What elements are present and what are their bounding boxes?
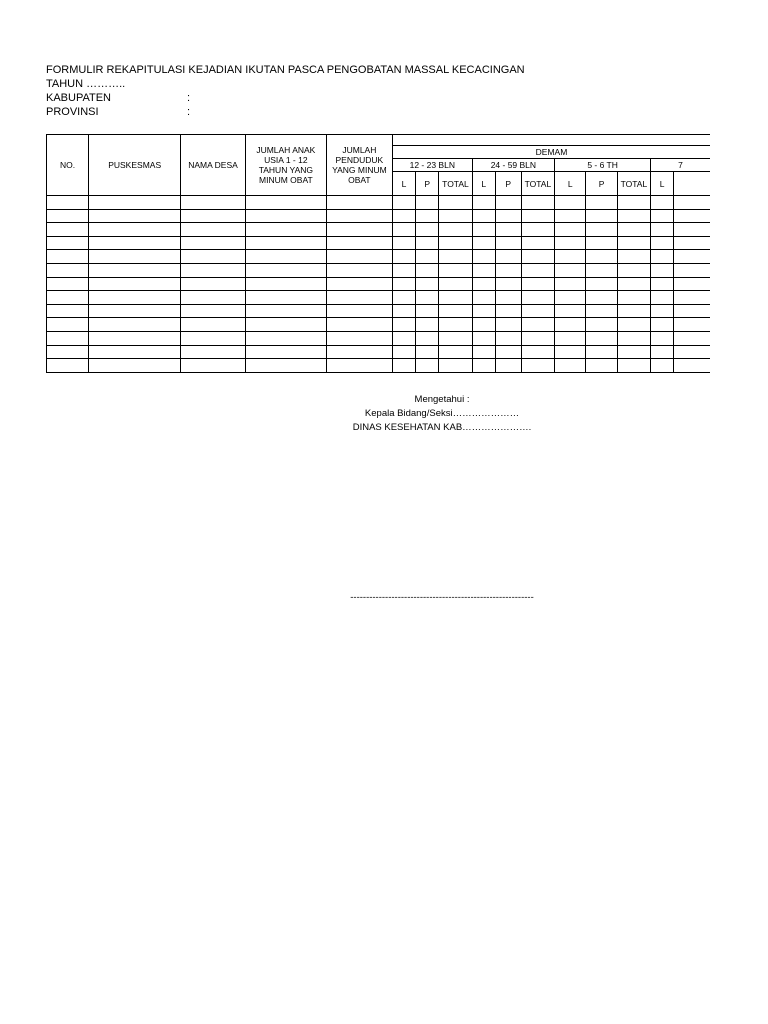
table-cell[interactable] (472, 223, 495, 237)
table-cell[interactable] (555, 359, 586, 373)
table-cell[interactable] (617, 236, 650, 250)
table-cell[interactable] (89, 263, 181, 277)
table-cell[interactable] (89, 331, 181, 345)
table-cell[interactable] (674, 318, 710, 332)
table-cell[interactable] (245, 250, 326, 264)
table-row (47, 236, 711, 250)
kabupaten-label: KABUPATEN (46, 92, 111, 104)
table-cell[interactable] (47, 263, 89, 277)
table-cell[interactable] (245, 209, 326, 223)
table-cell[interactable] (89, 318, 181, 332)
table-cell[interactable] (651, 359, 674, 373)
kabupaten-separator: : (187, 92, 191, 104)
table-cell[interactable] (521, 196, 554, 210)
table-body (47, 196, 711, 373)
table-cell[interactable] (674, 345, 710, 359)
table-cell[interactable] (674, 196, 710, 210)
table-cell[interactable] (245, 345, 326, 359)
table-cell[interactable] (617, 304, 650, 318)
table-cell[interactable] (326, 196, 392, 210)
table-row (47, 263, 711, 277)
table-cell[interactable] (245, 291, 326, 305)
table-cell[interactable] (245, 196, 326, 210)
header-l: L (472, 172, 495, 196)
table-cell[interactable] (521, 223, 554, 237)
table-cell[interactable] (416, 223, 439, 237)
header-l: L (555, 172, 586, 196)
table-cell[interactable] (472, 250, 495, 264)
table-cell[interactable] (47, 277, 89, 291)
table-cell[interactable] (326, 291, 392, 305)
table-cell[interactable] (472, 304, 495, 318)
table-cell[interactable] (617, 277, 650, 291)
table-cell[interactable] (617, 263, 650, 277)
table-cell[interactable] (439, 359, 472, 373)
table-cell[interactable] (555, 223, 586, 237)
table-row (47, 359, 711, 373)
table-cell[interactable] (416, 331, 439, 345)
table-cell[interactable] (586, 331, 617, 345)
table-cell[interactable] (555, 263, 586, 277)
header-l: L (651, 172, 674, 196)
table-cell[interactable] (245, 236, 326, 250)
table-cell[interactable] (181, 263, 246, 277)
dinas-kesehatan-label: DINAS KESEHATAN KAB…………………. (352, 422, 532, 433)
table-cell[interactable] (651, 223, 674, 237)
table-cell[interactable] (495, 209, 521, 223)
table-cell[interactable] (392, 209, 415, 223)
table-cell[interactable] (439, 209, 472, 223)
provinsi-separator: : (187, 106, 191, 118)
table-cell[interactable] (89, 291, 181, 305)
table-cell[interactable] (89, 359, 181, 373)
table-cell[interactable] (617, 318, 650, 332)
table-cell[interactable] (617, 209, 650, 223)
table-cell[interactable] (439, 236, 472, 250)
table-cell[interactable] (245, 318, 326, 332)
header-demam: DEMAM (392, 146, 710, 159)
table-cell[interactable] (439, 250, 472, 264)
table-cell[interactable] (674, 209, 710, 223)
table-cell[interactable] (47, 223, 89, 237)
table-cell[interactable] (416, 318, 439, 332)
table-cell[interactable] (495, 277, 521, 291)
header-blank-band (392, 135, 710, 146)
table-cell[interactable] (416, 291, 439, 305)
header-puskesmas: PUSKESMAS (89, 135, 181, 196)
table-cell[interactable] (555, 318, 586, 332)
table-cell[interactable] (47, 331, 89, 345)
table-cell[interactable] (521, 304, 554, 318)
table-row (47, 331, 711, 345)
table-cell[interactable] (181, 236, 246, 250)
table-cell[interactable] (521, 318, 554, 332)
table-cell[interactable] (555, 196, 586, 210)
table-cell[interactable] (416, 196, 439, 210)
table-cell[interactable] (326, 359, 392, 373)
table-cell[interactable] (416, 263, 439, 277)
table-cell[interactable] (181, 359, 246, 373)
table-cell[interactable] (555, 304, 586, 318)
table-cell[interactable] (521, 236, 554, 250)
table-cell[interactable] (181, 331, 246, 345)
header-jumlah-anak: JUMLAH ANAK USIA 1 - 12 TAHUN YANG MINUM OBAT (245, 135, 326, 196)
table-cell[interactable] (617, 196, 650, 210)
table-cell[interactable] (472, 236, 495, 250)
table-cell[interactable] (392, 318, 415, 332)
table-cell[interactable] (651, 196, 674, 210)
table-cell[interactable] (439, 277, 472, 291)
table-cell[interactable] (416, 304, 439, 318)
table-cell[interactable] (521, 263, 554, 277)
table-cell[interactable] (89, 223, 181, 237)
table-cell[interactable] (392, 331, 415, 345)
table-cell[interactable] (181, 250, 246, 264)
table-cell[interactable] (416, 359, 439, 373)
table-cell[interactable] (495, 345, 521, 359)
table-cell[interactable] (555, 345, 586, 359)
table-cell[interactable] (495, 250, 521, 264)
kepala-bidang-label: Kepala Bidang/Seksi………………… (364, 408, 520, 419)
table-row (47, 223, 711, 237)
table-cell[interactable] (392, 236, 415, 250)
table-cell[interactable] (472, 196, 495, 210)
table-cell[interactable] (245, 223, 326, 237)
table-cell[interactable] (521, 277, 554, 291)
table-cell[interactable] (472, 331, 495, 345)
table-cell[interactable] (472, 291, 495, 305)
table-cell[interactable] (521, 291, 554, 305)
table-cell[interactable] (89, 277, 181, 291)
table-cell[interactable] (326, 318, 392, 332)
form-title: FORMULIR REKAPITULASI KEJADIAN IKUTAN PASCA PENGOBATAN MASSAL KECACINGAN (46, 64, 525, 76)
table-cell[interactable] (495, 318, 521, 332)
header-p: P (586, 172, 617, 196)
mengetahui-label: Mengetahui : (414, 394, 470, 405)
header-nama-desa: NAMA DESA (181, 135, 246, 196)
table-cell[interactable] (181, 277, 246, 291)
header-no: NO. (47, 135, 89, 196)
table-cell[interactable] (326, 209, 392, 223)
table-cell[interactable] (392, 263, 415, 277)
table-cell[interactable] (472, 345, 495, 359)
table-cell[interactable] (439, 331, 472, 345)
table-cell[interactable] (326, 331, 392, 345)
table-cell[interactable] (472, 263, 495, 277)
table-cell[interactable] (521, 250, 554, 264)
table-cell[interactable] (495, 223, 521, 237)
table-cell[interactable] (439, 223, 472, 237)
table-cell[interactable] (651, 277, 674, 291)
table-row (47, 345, 711, 359)
provinsi-line (46, 105, 525, 119)
recap-table (46, 134, 710, 373)
header-age-24-59: 24 - 59 BLN (472, 159, 554, 172)
header-p: P (495, 172, 521, 196)
table-cell[interactable] (326, 223, 392, 237)
table-cell[interactable] (651, 236, 674, 250)
table-cell[interactable] (555, 209, 586, 223)
table-cell[interactable] (245, 277, 326, 291)
table-row (47, 209, 711, 223)
table-cell[interactable] (439, 304, 472, 318)
table-cell[interactable] (89, 250, 181, 264)
table-cell[interactable] (326, 263, 392, 277)
table-cell[interactable] (617, 291, 650, 305)
table-cell[interactable] (521, 331, 554, 345)
header-p: P (416, 172, 439, 196)
table-cell[interactable] (674, 277, 710, 291)
table-cell[interactable] (586, 291, 617, 305)
table-cell[interactable] (521, 345, 554, 359)
table-cell[interactable] (586, 223, 617, 237)
table-cell[interactable] (555, 250, 586, 264)
table-cell[interactable] (555, 277, 586, 291)
table-cell[interactable] (617, 250, 650, 264)
kabupaten-line (46, 91, 525, 105)
table-cell[interactable] (521, 359, 554, 373)
table-cell[interactable] (47, 209, 89, 223)
table-cell[interactable] (495, 196, 521, 210)
table-cell[interactable] (245, 304, 326, 318)
table-cell[interactable] (617, 223, 650, 237)
table-cell[interactable] (651, 209, 674, 223)
header-total: TOTAL (521, 172, 554, 196)
table-cell[interactable] (586, 196, 617, 210)
table-cell[interactable] (47, 291, 89, 305)
table-cell[interactable] (392, 223, 415, 237)
table-cell[interactable] (439, 196, 472, 210)
table-row (47, 250, 711, 264)
table-cell[interactable] (674, 304, 710, 318)
table-cell[interactable] (181, 304, 246, 318)
table-row (47, 277, 711, 291)
table-cell[interactable] (416, 277, 439, 291)
table-cell[interactable] (392, 304, 415, 318)
table-cell[interactable] (245, 359, 326, 373)
header-total: TOTAL (617, 172, 650, 196)
table-cell[interactable] (674, 236, 710, 250)
table-row (47, 318, 711, 332)
table-cell[interactable] (617, 359, 650, 373)
table-cell[interactable] (617, 345, 650, 359)
table-cell[interactable] (416, 250, 439, 264)
header-age-7: 7 (651, 159, 710, 172)
table-cell[interactable] (47, 196, 89, 210)
table-cell[interactable] (392, 291, 415, 305)
table-cell[interactable] (674, 223, 710, 237)
table-row (47, 291, 711, 305)
table-cell[interactable] (181, 318, 246, 332)
table-row (47, 304, 711, 318)
header-total: TOTAL (439, 172, 472, 196)
table-cell[interactable] (586, 263, 617, 277)
table-cell[interactable] (326, 304, 392, 318)
table-cell[interactable] (392, 250, 415, 264)
header-l: L (392, 172, 415, 196)
table-cell[interactable] (674, 331, 710, 345)
header-age-12-23: 12 - 23 BLN (392, 159, 472, 172)
table-cell[interactable] (47, 250, 89, 264)
table-row (47, 196, 711, 210)
header-age-5-6: 5 - 6 TH (555, 159, 651, 172)
table-cell[interactable] (439, 318, 472, 332)
table-cell[interactable] (555, 291, 586, 305)
table-cell[interactable] (89, 196, 181, 210)
table-cell[interactable] (586, 277, 617, 291)
table-cell[interactable] (472, 209, 495, 223)
table-cell[interactable] (439, 291, 472, 305)
table-cell[interactable] (586, 304, 617, 318)
table-cell[interactable] (674, 291, 710, 305)
table-cell[interactable] (392, 359, 415, 373)
header-overflow-cell (674, 172, 710, 196)
table-cell[interactable] (181, 223, 246, 237)
table-cell[interactable] (586, 236, 617, 250)
table-cell[interactable] (495, 263, 521, 277)
table-cell[interactable] (555, 331, 586, 345)
table-cell[interactable] (555, 236, 586, 250)
table-cell[interactable] (586, 209, 617, 223)
table-cell[interactable] (651, 331, 674, 345)
table-cell[interactable] (181, 291, 246, 305)
provinsi-label: PROVINSI (46, 106, 99, 118)
table-cell[interactable] (586, 345, 617, 359)
table-cell[interactable] (326, 345, 392, 359)
table-cell[interactable] (495, 331, 521, 345)
table-cell[interactable] (181, 345, 246, 359)
table-cell[interactable] (651, 291, 674, 305)
table-cell[interactable] (89, 345, 181, 359)
table-cell[interactable] (89, 304, 181, 318)
table-cell[interactable] (326, 250, 392, 264)
table-cell[interactable] (326, 277, 392, 291)
table-cell[interactable] (89, 236, 181, 250)
table-cell[interactable] (326, 236, 392, 250)
recap-table-wrapper (46, 134, 710, 373)
table-cell[interactable] (392, 196, 415, 210)
table-cell[interactable] (674, 250, 710, 264)
table-cell[interactable] (495, 304, 521, 318)
table-cell[interactable] (521, 209, 554, 223)
tahun-line: TAHUN ……….. (46, 78, 126, 90)
table-cell[interactable] (47, 304, 89, 318)
table-cell[interactable] (651, 263, 674, 277)
signature-line: ---------------------------------------------------------- (350, 592, 534, 603)
table-cell[interactable] (651, 250, 674, 264)
table-cell[interactable] (472, 277, 495, 291)
table-cell[interactable] (586, 359, 617, 373)
form-header (46, 63, 525, 119)
table-cell[interactable] (181, 196, 246, 210)
table-cell[interactable] (617, 331, 650, 345)
table-cell[interactable] (651, 304, 674, 318)
table-cell[interactable] (439, 263, 472, 277)
table-cell[interactable] (181, 209, 246, 223)
table-cell[interactable] (245, 263, 326, 277)
table-cell[interactable] (674, 263, 710, 277)
table-cell[interactable] (586, 318, 617, 332)
table-cell[interactable] (47, 345, 89, 359)
table-cell[interactable] (495, 359, 521, 373)
table-cell[interactable] (439, 345, 472, 359)
table-cell[interactable] (586, 250, 617, 264)
table-cell[interactable] (392, 277, 415, 291)
table-cell[interactable] (416, 236, 439, 250)
table-cell[interactable] (47, 359, 89, 373)
table-cell[interactable] (416, 209, 439, 223)
table-cell[interactable] (651, 345, 674, 359)
table-cell[interactable] (651, 318, 674, 332)
table-cell[interactable] (674, 359, 710, 373)
table-cell[interactable] (392, 345, 415, 359)
header-jumlah-penduduk: JUMLAH PENDUDUK YANG MINUM OBAT (326, 135, 392, 196)
table-cell[interactable] (89, 209, 181, 223)
table-cell[interactable] (245, 331, 326, 345)
table-cell[interactable] (495, 236, 521, 250)
table-cell[interactable] (495, 291, 521, 305)
table-cell[interactable] (47, 318, 89, 332)
table-cell[interactable] (416, 345, 439, 359)
table-cell[interactable] (472, 318, 495, 332)
table-cell[interactable] (47, 236, 89, 250)
table-cell[interactable] (472, 359, 495, 373)
